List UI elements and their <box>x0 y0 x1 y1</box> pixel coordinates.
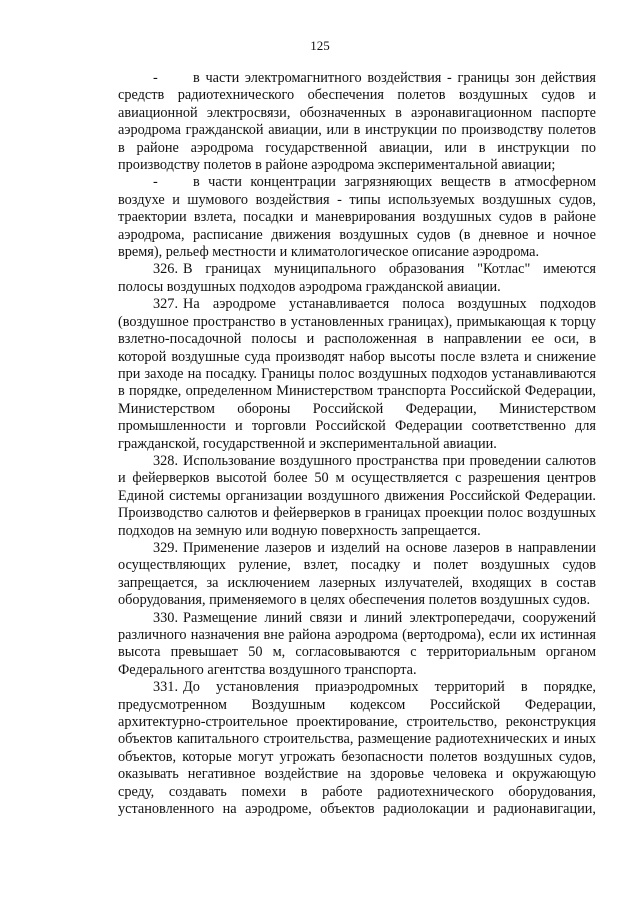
paragraph-number: 326. <box>153 261 179 278</box>
paragraph-330 <box>118 610 596 680</box>
paragraph-text: в части концентрации загрязняющих веществ в атмосферном воздухе и шумового воздействия - типы используемых воздушных судов, траектории взлета, посадки и маневрирования воздушных судов в районе аэродрома, расписание движения воздушных судов (в дневное и ночное время), рельеф местности и климатологическое описание аэродрома. <box>118 174 596 261</box>
paragraph-em-impact <box>118 70 596 174</box>
page-number: 125 <box>310 38 330 53</box>
paragraph-text: До установления приаэродромных территорий в порядке, предусмотренном Воздушным кодексом Российской Федерации, архитектурно-строительное проектирование, строительство, реконструкция объектов капитального строительства, размещение радиотехнических и иных объектов, которые могут угрожать безопасности полетов воздушных судов, оказывать негативное воздействие на здоровье человека и окружающую среду, создавать помехи в работе радиотехнического оборудования, установленного на аэродроме, объектов радиолокации и радионавигации, <box>118 679 596 818</box>
paragraph-number: 330. <box>153 609 179 626</box>
paragraph-326 <box>118 261 596 296</box>
paragraph-text: в части электромагнитного воздействия - границы зон действия средств радиотехнического обеспечения полетов воздушных судов и авиационной электросвязи, обозначенных в аэронавигационном паспорте аэродрома гражданской авиации, или в инструкции по производству полетов в районе аэродрома государственной авиации, или в инструкции по производству полетов в районе аэродрома экспериментальной авиации; <box>118 70 596 174</box>
paragraph-328 <box>118 453 596 540</box>
paragraph-text: Использование воздушного пространства при проведении салютов и фейерверков высотой более 50 м осуществляется с разрешения центров Единой системы организации воздушного движения Российской Федерации. Производство салютов и фейерверков в границах проекции полос воздушных подходов на земную или водную поверхность запрещается. <box>118 452 596 539</box>
paragraph-number: 327. <box>153 296 179 313</box>
paragraph-text: В границах муниципального образования "Котлас" имеются полосы воздушных подходов аэродрома гражданской авиации. <box>118 261 596 295</box>
paragraph-text: Размещение линий связи и линий электропередачи, сооружений различного назначения вне района аэродрома (вертодрома), если их истинная высота превышает 50 м, согласовываются с территориальным органом Федерального агентства воздушного транспорта. <box>118 609 596 678</box>
paragraph-327 <box>118 296 596 453</box>
document-body <box>118 70 596 818</box>
paragraph-331 <box>118 679 596 818</box>
paragraph-text: На аэродроме устанавливается полоса воздушных подходов (воздушное пространство в установленных границах), примыкающая к торцу взлетно-посадочной полосы и расположенная в направлении ее оси, в которой воздушные суда производят набор высоты после взлета и снижение при заходе на посадку. Границы полос воздушных подходов устанавливаются в порядке, определенном Министерством транспорта Российской Федерации, Министерством обороны Российской Федерации, Министерством промышленности и торговли Российской Федерации соответственно для гражданской, государственной и экспериментальной авиации. <box>118 296 596 452</box>
paragraph-329 <box>118 540 596 610</box>
paragraph-number: 329. <box>153 539 179 556</box>
list-dash: - <box>153 70 158 86</box>
paragraph-text: Применение лазеров и изделий на основе лазеров в направлении осуществляющих руление, взлет, посадку и полет воздушных судов запрещается, за исключением лазерных излучателей, входящих в состав оборудования, применяемого в целях обеспечения полетов воздушных судов. <box>118 539 596 609</box>
paragraph-pollution-noise <box>118 174 596 261</box>
list-dash: - <box>153 174 158 191</box>
paragraph-number: 328. <box>153 452 179 469</box>
paragraph-number: 331. <box>153 679 179 696</box>
